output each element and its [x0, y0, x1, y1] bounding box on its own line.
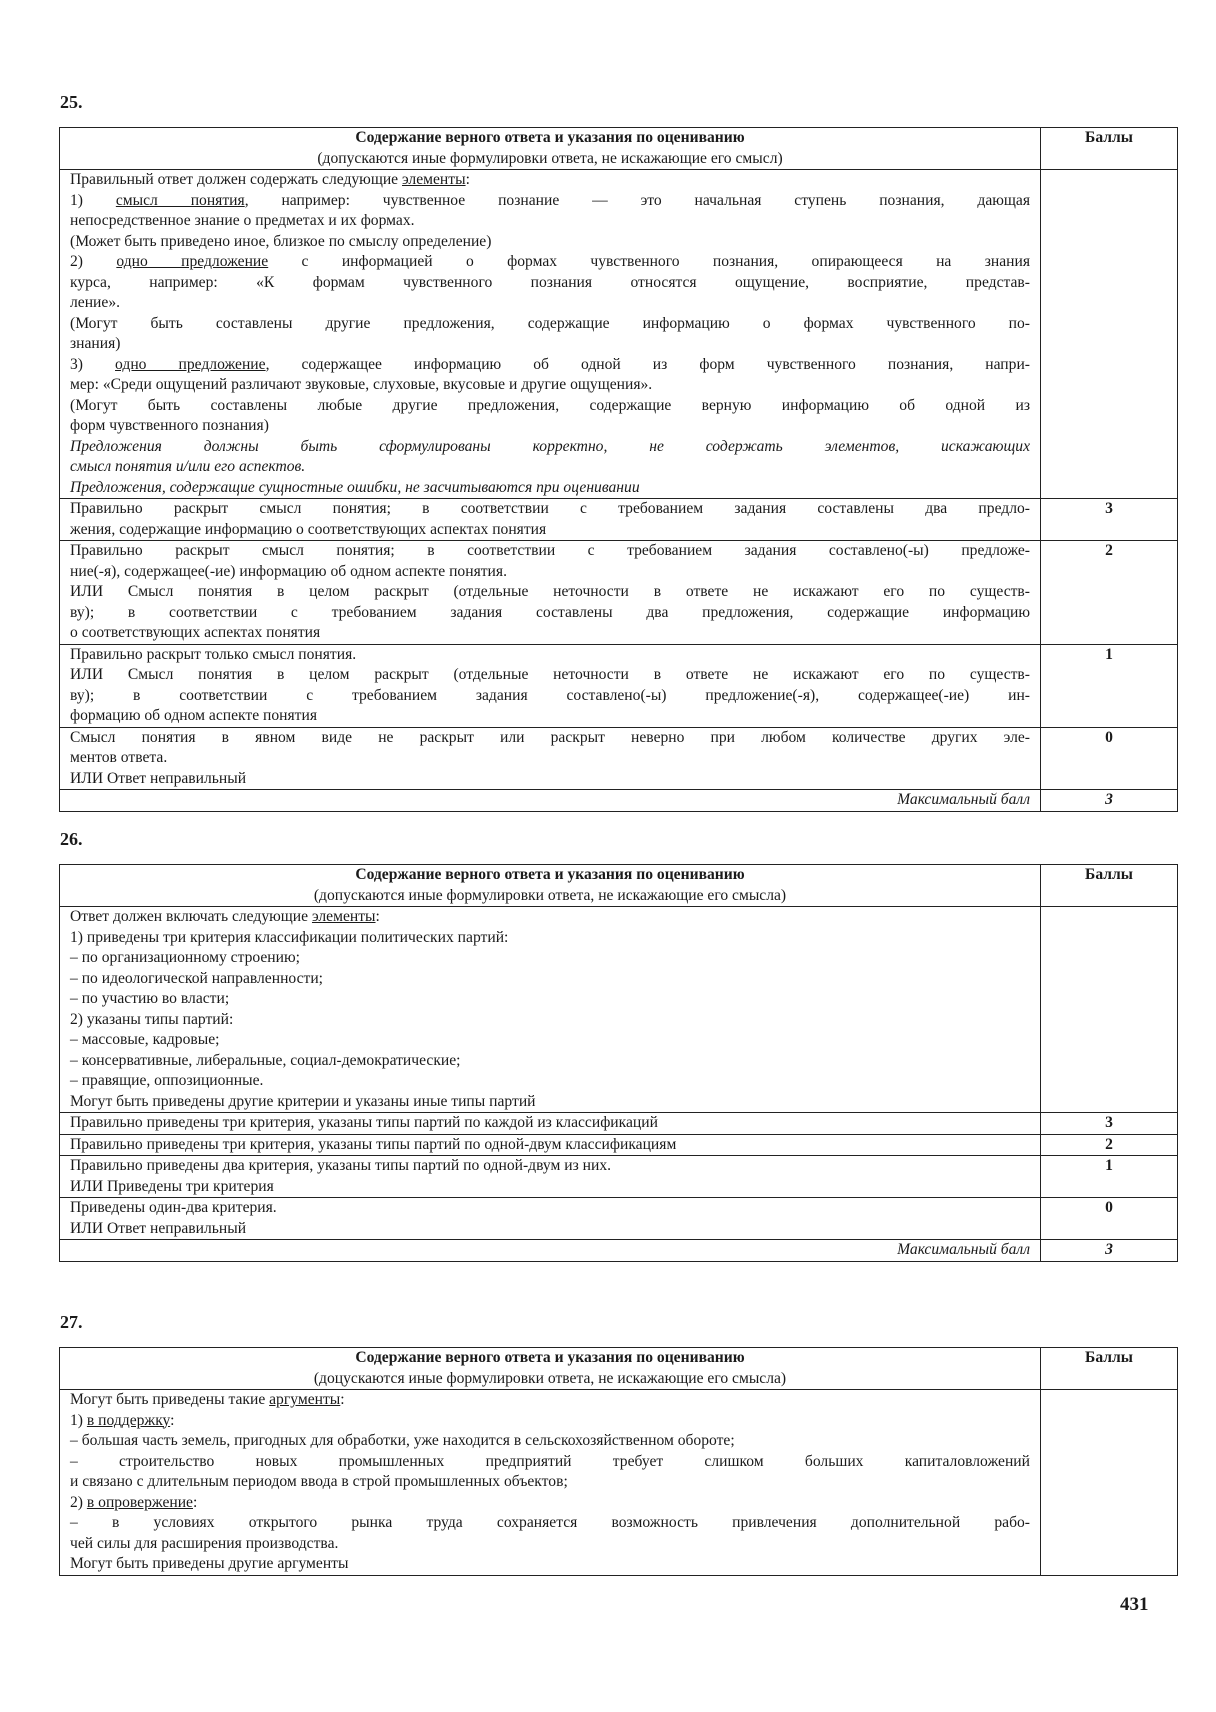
criterion-points: 3 [1041, 499, 1178, 541]
task-27-answer-row [60, 1390, 1178, 1576]
max-score-label: Максимальный балл [60, 790, 1041, 812]
text-line: – по организационному строению; [70, 949, 300, 966]
text-line: – правящие, оппозиционные. [70, 1072, 264, 1089]
header-subtitle: (доцускаются иные формулировки ответа, не искажающие его смысла) [313, 1369, 787, 1387]
text-line: (Могут быть составлены другие предложения, содержащие информацию о формах чувственного по- [70, 314, 1030, 332]
max-score-label: Максимальный балл [60, 1240, 1041, 1262]
max-score-value: 3 [1041, 1240, 1178, 1262]
text-line: знания) [70, 335, 121, 352]
answer-points-cell [1041, 907, 1178, 1113]
text-line: Могут быть приведены такие аргументы: [70, 1391, 345, 1408]
answer-content [60, 170, 1041, 499]
max-score-row [60, 1240, 1178, 1262]
criterion-points: 1 [1041, 1156, 1178, 1198]
text-line: ление». [70, 294, 121, 311]
text-line: 1) в поддержку: [70, 1411, 175, 1429]
text-line: Ответ должен включать следующие элементы: [70, 908, 380, 925]
task-27-table [59, 1347, 1178, 1576]
task-26-answer-row [60, 907, 1178, 1113]
header-subtitle: (допускаются иные формулировки ответа, не искажающие его смысл) [317, 149, 783, 167]
task-26-number: 26. [60, 829, 83, 849]
answer-points-cell [1041, 170, 1178, 499]
criterion-points: 0 [1041, 727, 1178, 790]
criterion-row [60, 541, 1178, 645]
header-content-cell [60, 865, 1041, 907]
criterion-text: Правильно приведены два критерия, указаны типы партий по одной-двум из них. ИЛИ Приведены три критерия [60, 1156, 1041, 1198]
text-line: – по идеологической направленности; [70, 969, 324, 987]
criterion-row [60, 1156, 1178, 1198]
text-line: 2) одно предложение с информацией о формах чувственного познания, опирающееся на знания [70, 253, 1030, 270]
text-line: чей силы для расширения производства. [70, 1534, 339, 1552]
text-line: 3) одно предложение, содержащее информацию об одной из форм чувственного познания, напри- [70, 355, 1030, 373]
table-header-row [60, 1348, 1178, 1390]
criterion-points: 1 [1041, 644, 1178, 727]
text-line: – строительство новых промышленных предприятий требует слишком больших капиталовложений [70, 1452, 1030, 1470]
criterion-text: Правильно раскрыт только смысл понятия. ИЛИ Смысл понятия в целом раскрыт (отдельные неточности в ответе не искажают его по существ- ву); в соответствии с требованием задания составлено(-ы) предложение(-я), содержащее(-ие) ин- формацию об одном аспекте понятия [60, 644, 1041, 727]
max-score-value: 3 [1041, 790, 1178, 812]
criterion-text: Смысл понятия в явном виде не раскрыт или раскрыт неверно при любом количестве других эле- ментов ответа. ИЛИ Ответ неправильный [60, 727, 1041, 790]
criterion-row [60, 1198, 1178, 1240]
criterion-row [60, 1134, 1178, 1156]
text-line: (Могут быть составлены любые другие предложения, содержащие верную информацию об одной из [70, 396, 1030, 414]
header-points-label: Баллы [1041, 1348, 1178, 1390]
text-line: Предложения должны быть сформулированы корректно, не содержать элементов, искажающих [70, 437, 1030, 455]
max-score-row [60, 790, 1178, 812]
header-title: Содержание верного ответа и указания по оцениванию [355, 866, 745, 883]
text-line: – большая часть земель, пригодных для обработки, уже находится в сельскохозяйственном обороте; [70, 1432, 735, 1449]
criterion-points: 0 [1041, 1198, 1178, 1240]
criterion-text: Правильно раскрыт смысл понятия; в соответствии с требованием задания составлены два предло- жения, содержащие информацию о соответствующих аспектах понятия [60, 499, 1041, 541]
text-line: форм чувственного познания) [70, 417, 269, 434]
criterion-row [60, 1113, 1178, 1135]
header-content-cell [60, 1348, 1041, 1390]
text-line: Могут быть приведены другие критерии и указаны иные типы партий [70, 1092, 536, 1110]
text-line: курса, например: «К формам чувственного познания относятся ощущение, восприятие, представ- [70, 273, 1030, 291]
task-25-number: 25. [60, 92, 83, 112]
text-line: Предложения, содержащие сущностные ошибки, не засчитываются при оценивании [70, 478, 640, 496]
text-line: – по участию во власти; [70, 990, 230, 1007]
criterion-points: 2 [1041, 541, 1178, 645]
header-content-cell [60, 128, 1041, 170]
text-line: мер: «Среди ощущений различают звуковые, слуховые, вкусовые и другие ощущения». [70, 376, 653, 393]
answer-content [60, 1390, 1041, 1576]
page-number: 431 [1120, 1594, 1149, 1615]
header-title: Содержание верного ответа и указания по оцениванию [355, 129, 745, 146]
task-25-table [59, 127, 1178, 812]
text-line: 2) в опровержение: [70, 1493, 198, 1511]
task-26-table [59, 864, 1178, 1262]
answer-points-cell [1041, 1390, 1178, 1576]
text-line: смысл понятия и/или его аспектов. [70, 458, 306, 475]
text-line: – консервативные, либеральные, социал-демократические; [70, 1051, 461, 1069]
task-27-number: 27. [60, 1312, 83, 1332]
header-points-label: Баллы [1041, 128, 1178, 170]
table-header-row [60, 865, 1178, 907]
task-25-answer-row [60, 170, 1178, 499]
criterion-text: Правильно раскрыт смысл понятия; в соответствии с требованием задания составлено(-ы) предложе- ние(-я), содержащее(-ие) информацию об одном аспекте понятия. ИЛИ Смысл понятия в целом раскрыт (отдельные неточности в ответе не искажают его по существ- ву); в соответствии с требованием задания составлены два предложения, содержащие информацию о соответствующих аспектах понятия [60, 541, 1041, 645]
criterion-row [60, 499, 1178, 541]
text-line: – массовые, кадровые; [70, 1031, 220, 1048]
table-header-row [60, 128, 1178, 170]
criterion-text: Правильно приведены три критерия, указаны типы партий по каждой из классификаций [60, 1113, 1041, 1135]
text-line: 2) указаны типы партий: [70, 1010, 234, 1028]
criterion-row [60, 727, 1178, 790]
header-points-label: Баллы [1041, 865, 1178, 907]
criterion-points: 3 [1041, 1113, 1178, 1135]
text-line: и связано с длительным периодом ввода в строй промышленных объектов; [70, 1473, 568, 1490]
criterion-points: 2 [1041, 1134, 1178, 1156]
text-line: (Может быть приведено иное, близкое по смыслу определение) [70, 232, 492, 250]
header-title: Содержание верного ответа и указания по оцениванию [355, 1349, 745, 1366]
text-line: Правильный ответ должен содержать следующие элементы: [70, 171, 470, 188]
criterion-text: Приведены один-два критерия. ИЛИ Ответ неправильный [60, 1198, 1041, 1240]
text-line: – в условиях открытого рынка труда сохраняется возможность привлечения дополнительной рабо- [70, 1514, 1030, 1531]
answer-content [60, 907, 1041, 1113]
criterion-text: Правильно приведены три критерия, указаны типы партий по одной-двум классификациям [60, 1134, 1041, 1156]
criterion-row [60, 644, 1178, 727]
text-line: 1) приведены три критерия классификации политических партий: [70, 928, 509, 946]
text-line: непосредственное знание о предметах и их формах. [70, 212, 415, 229]
text-line: 1) смысл понятия, например: чувственное познание — это начальная ступень познания, дающая [70, 191, 1030, 209]
header-subtitle: (допускаются иные формулировки ответа, не искажающие его смысла) [313, 886, 787, 904]
text-line: Могут быть приведены другие аргументы [70, 1555, 349, 1572]
